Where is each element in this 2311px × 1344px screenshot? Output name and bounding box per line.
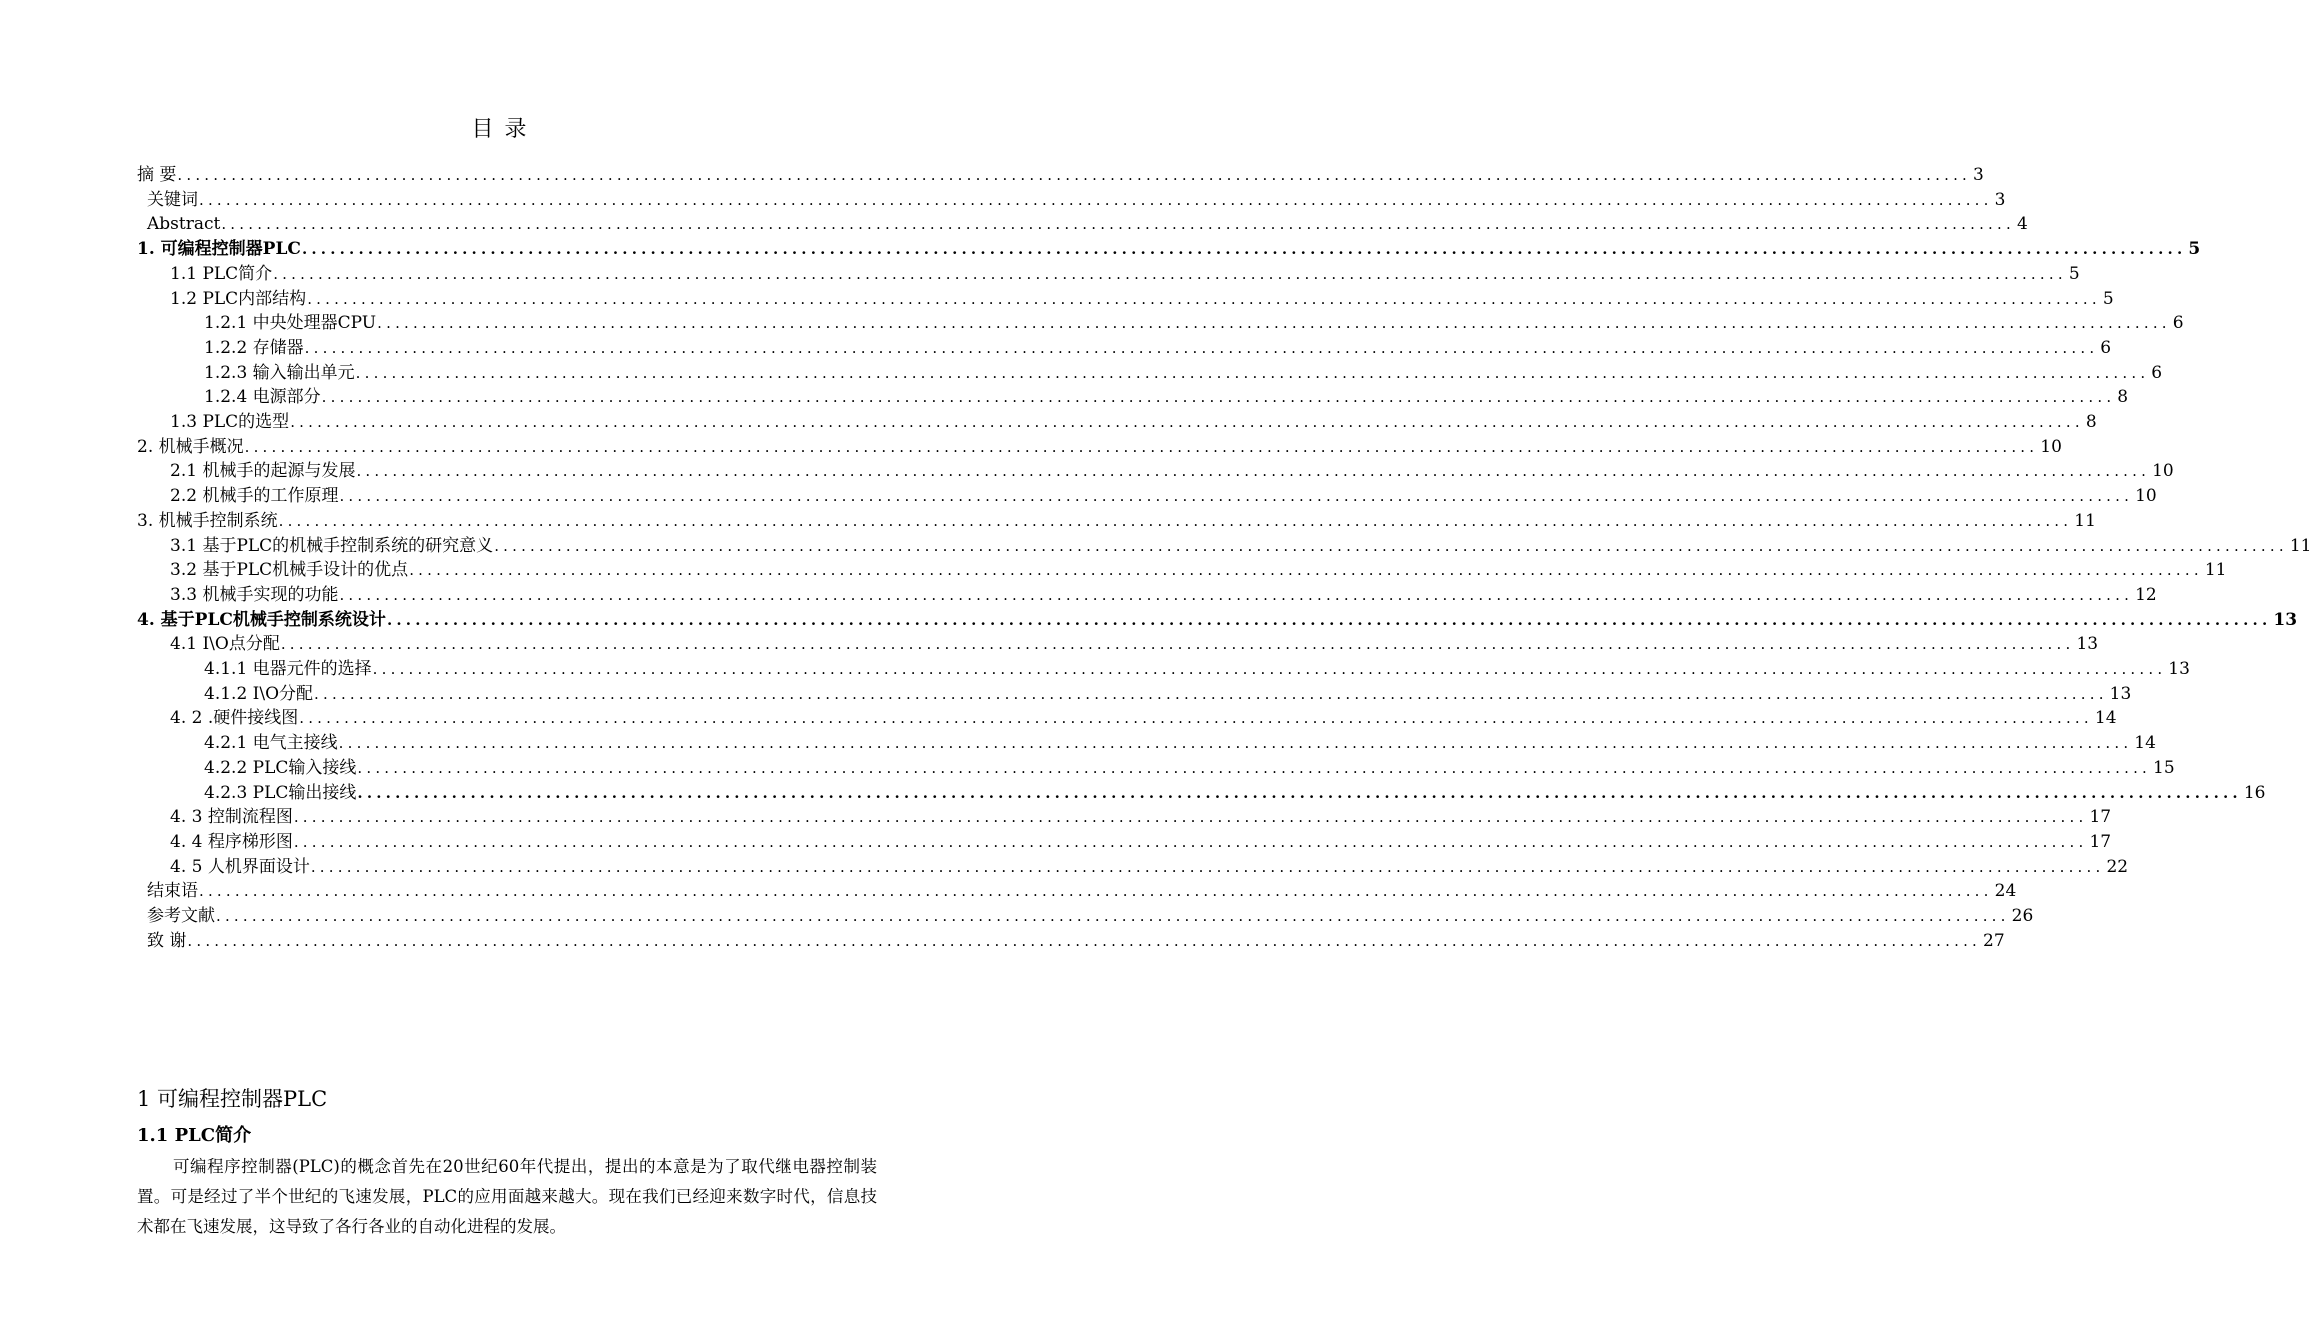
toc-entry-label: 4. 4 程序梯形图	[170, 831, 293, 852]
toc-entry[interactable]	[170, 262, 2080, 286]
toc-entry-label: 4.1.1 电器元件的选择	[204, 659, 372, 679]
toc-leader-dots: ........................................................................................................................................................................................................	[304, 338, 2099, 357]
toc-leader-dots: ........................................................................................................................................................................................................	[494, 536, 2288, 555]
toc-entry-page: 22	[2106, 856, 2129, 877]
toc-entry-label: 1.3 PLC的选型	[170, 412, 290, 432]
toc-entry[interactable]	[137, 509, 2096, 533]
toc-entry[interactable]	[170, 410, 2097, 434]
toc-entry-page: 17	[2089, 807, 2112, 828]
toc-entry[interactable]	[147, 188, 2006, 212]
toc-entry[interactable]	[147, 904, 2034, 928]
toc-entry-page: 5	[2188, 239, 2201, 260]
toc-entry-label: 关键词	[147, 189, 198, 210]
toc-entry-page: 11	[2289, 535, 2311, 556]
toc-leader-dots: ........................................................................................................................................................................................................	[338, 734, 2133, 753]
toc-entry[interactable]	[170, 632, 2099, 656]
toc-leader-dots: ........................................................................................................................................................................................................	[293, 832, 2088, 851]
toc-entry-label: 3.3 机械手实现的功能	[170, 584, 339, 605]
toc-entry[interactable]	[170, 534, 2311, 558]
toc-leader-dots: ........................................................................................................................................................................................................	[356, 462, 2151, 481]
toc-leader-dots: ........................................................................................................................................................................................................	[409, 561, 2203, 580]
toc-entry-page: 4	[2016, 214, 2028, 235]
toc-leader-dots: ........................................................................................................................................................................................................	[280, 635, 2075, 654]
toc-entry-page: 8	[2085, 412, 2097, 432]
toc-entry-label: 2. 机械手概况	[137, 436, 244, 457]
toc-entry[interactable]	[147, 879, 2017, 903]
toc-entry[interactable]	[170, 583, 2157, 607]
toc-entry-page: 13	[2076, 634, 2099, 655]
toc-entry-page: 8	[2117, 387, 2129, 408]
toc-entry-label: 4.2.1 电气主接线	[204, 733, 338, 754]
toc-entry-label: Abstract	[147, 214, 221, 235]
toc-leader-dots: ........................................................................................................................................................................................................	[244, 437, 2039, 456]
toc-title: 目 录	[471, 117, 529, 142]
toc-leader-dots: ........................................................................................................................................................................................................	[187, 931, 1982, 950]
toc-entry-label: 4.1.2 I\O分配	[204, 683, 314, 704]
toc-entry-label: 2.2 机械手的工作原理	[170, 486, 339, 507]
toc-leader-dots: ........................................................................................................................................................................................................	[321, 388, 2116, 407]
toc-entry-label: 4.2.3 PLC输出接线	[204, 782, 357, 803]
toc-entry-page: 10	[2152, 461, 2174, 482]
toc-entry[interactable]	[170, 706, 2117, 730]
toc-entry-page: 13	[2109, 683, 2132, 704]
toc-leader-dots: ........................................................................................................................................................................................................	[199, 190, 1993, 209]
toc-entry[interactable]	[170, 558, 2227, 582]
toc-entry[interactable]	[204, 311, 2184, 335]
toc-entry-page: 6	[2100, 337, 2112, 358]
toc-entry[interactable]	[204, 361, 2163, 385]
toc-entry[interactable]	[147, 929, 2005, 953]
toc-entry[interactable]	[204, 336, 2112, 360]
toc-entry-page: 14	[2134, 733, 2156, 754]
toc-entry-label: 4. 5 人机界面设计	[170, 856, 310, 877]
toc-leader-dots: ........................................................................................................................................................................................................	[339, 487, 2134, 506]
toc-entry-page: 10	[2040, 436, 2062, 457]
toc-entry-page: 12	[2135, 584, 2157, 605]
toc-entry-label: 3.2 基于PLC机械手设计的优点	[170, 560, 409, 581]
toc-entry-page: 27	[1983, 930, 2005, 951]
toc-entry-page: 5	[2068, 263, 2080, 284]
toc-entry[interactable]	[204, 657, 2190, 681]
toc-entry-page: 6	[2172, 313, 2184, 334]
toc-entry-page: 6	[2151, 362, 2163, 383]
toc-leader-dots: ........................................................................................................................................................................................................	[377, 314, 2171, 333]
section-heading: 1 可编程控制器PLC	[137, 1087, 328, 1111]
toc-entry[interactable]	[204, 385, 2129, 409]
toc-entry-label: 4. 3 控制流程图	[170, 807, 293, 828]
toc-entry-label: 4. 基于PLC机械手控制系统设计	[137, 609, 386, 630]
toc-entry-page: 16	[2243, 782, 2266, 803]
toc-entry[interactable]	[170, 459, 2174, 483]
toc-entry-page: 13	[2273, 609, 2298, 630]
toc-entry-label: 1.1 PLC简介	[170, 263, 273, 284]
toc-entry[interactable]	[170, 805, 2112, 829]
toc-entry[interactable]	[204, 731, 2156, 755]
toc-entry-page: 13	[2168, 659, 2190, 679]
toc-entry[interactable]	[170, 830, 2112, 854]
toc-entry-page: 26	[2011, 906, 2034, 926]
toc-leader-dots: ........................................................................................................................................................................................................	[177, 166, 1972, 184]
toc-entry[interactable]	[137, 237, 2201, 261]
toc-entry-page: 11	[2074, 510, 2096, 531]
toc-entry-label: 1.2.3 输入输出单元	[204, 362, 355, 383]
toc-entry-page: 3	[1994, 189, 2006, 210]
body-paragraph: 可编程序控制器(PLC)的概念首先在20世纪60年代提出，提出的本意是为了取代继电器控制装置。可是经过了半个世纪的飞速发展，PLC的应用面越来越大。现在我们已经迎来数字时代，信息技术都在飞速发展，这导致了各行各业的自动化进程的发展。	[137, 1157, 877, 1236]
toc-entry-page: 24	[1994, 881, 2017, 902]
toc-entry-label: 1.2 PLC内部结构	[170, 288, 307, 309]
toc-entry-label: 摘 要	[137, 165, 177, 185]
toc-leader-dots: ........................................................................................................................................................................................................	[221, 215, 2015, 234]
toc-entry[interactable]	[137, 163, 1984, 187]
toc-leader-dots: ........................................................................................................................................................................................................	[355, 363, 2150, 382]
toc-entry-label: 1.2.2 存储器	[204, 337, 304, 358]
toc-leader-dots: ........................................................................................................................................................................................................	[339, 585, 2134, 604]
toc-entry-label: 1.2.4 电源部分	[204, 387, 321, 408]
toc-entry[interactable]	[137, 435, 2062, 459]
toc-leader-dots: ........................................................................................................................................................................................................	[301, 240, 2187, 259]
toc-leader-dots: ........................................................................................................................................................................................................	[199, 882, 1993, 901]
toc-entry-label: 1. 可编程控制器PLC	[137, 239, 301, 260]
toc-entry[interactable]	[170, 287, 2114, 311]
toc-leader-dots: ........................................................................................................................................................................................................	[299, 709, 2093, 728]
toc-entry-page: 10	[2135, 486, 2157, 507]
toc-entry-label: 4.1 I\O点分配	[170, 634, 280, 655]
toc-leader-dots: ........................................................................................................................................................................................................	[278, 511, 2073, 530]
toc-entry-label: 3. 机械手控制系统	[137, 510, 278, 531]
toc-leader-dots: ........................................................................................................................................................................................................	[293, 808, 2088, 827]
toc-entry-page: 17	[2089, 831, 2112, 852]
toc-entry[interactable]	[204, 756, 2175, 780]
toc-leader-dots: ........................................................................................................................................................................................................	[357, 783, 2242, 802]
toc-entry-page: 5	[2102, 288, 2114, 309]
toc-entry-label: 2.1 机械手的起源与发展	[170, 461, 356, 482]
subsection-heading: 1.1 PLC简介	[137, 1125, 252, 1146]
toc-entry-label: 致 谢	[147, 930, 187, 951]
toc-entry-page: 3	[1973, 165, 1984, 185]
toc-entry-label: 参考文献	[147, 906, 215, 926]
toc-entry-label: 结束语	[147, 881, 198, 902]
toc-leader-dots: ........................................................................................................................................................................................................	[290, 413, 2084, 431]
toc-entry-page: 11	[2204, 560, 2227, 581]
toc-entry-label: 4.2.2 PLC输入接线	[204, 757, 357, 778]
toc-entry-label: 1.2.1 中央处理器CPU	[204, 313, 377, 334]
toc-leader-dots: ........................................................................................................................................................................................................	[372, 660, 2167, 678]
toc-leader-dots: ........................................................................................................................................................................................................	[357, 758, 2152, 777]
toc-entry[interactable]	[137, 608, 2298, 632]
toc-leader-dots: ........................................................................................................................................................................................................	[273, 264, 2067, 283]
toc-entry[interactable]	[204, 682, 2132, 706]
toc-leader-dots: ........................................................................................................................................................................................................	[307, 289, 2101, 308]
toc-entry-label: 3.1 基于PLC的机械手控制系统的研究意义	[170, 535, 494, 556]
toc-entry[interactable]	[170, 484, 2157, 508]
toc-leader-dots: ........................................................................................................................................................................................................	[386, 610, 2272, 629]
toc-entry-page: 15	[2153, 757, 2175, 778]
toc-entry[interactable]	[170, 855, 2129, 879]
toc-leader-dots: ........................................................................................................................................................................................................	[216, 907, 2010, 925]
toc-leader-dots: ........................................................................................................................................................................................................	[310, 857, 2105, 876]
toc-entry-label: 4. 2 .硬件接线图	[170, 708, 299, 729]
toc-leader-dots: ........................................................................................................................................................................................................	[314, 684, 2108, 703]
toc-entry-page: 14	[2094, 708, 2117, 729]
toc-entry[interactable]	[204, 781, 2266, 805]
toc-entry[interactable]	[147, 212, 2028, 236]
